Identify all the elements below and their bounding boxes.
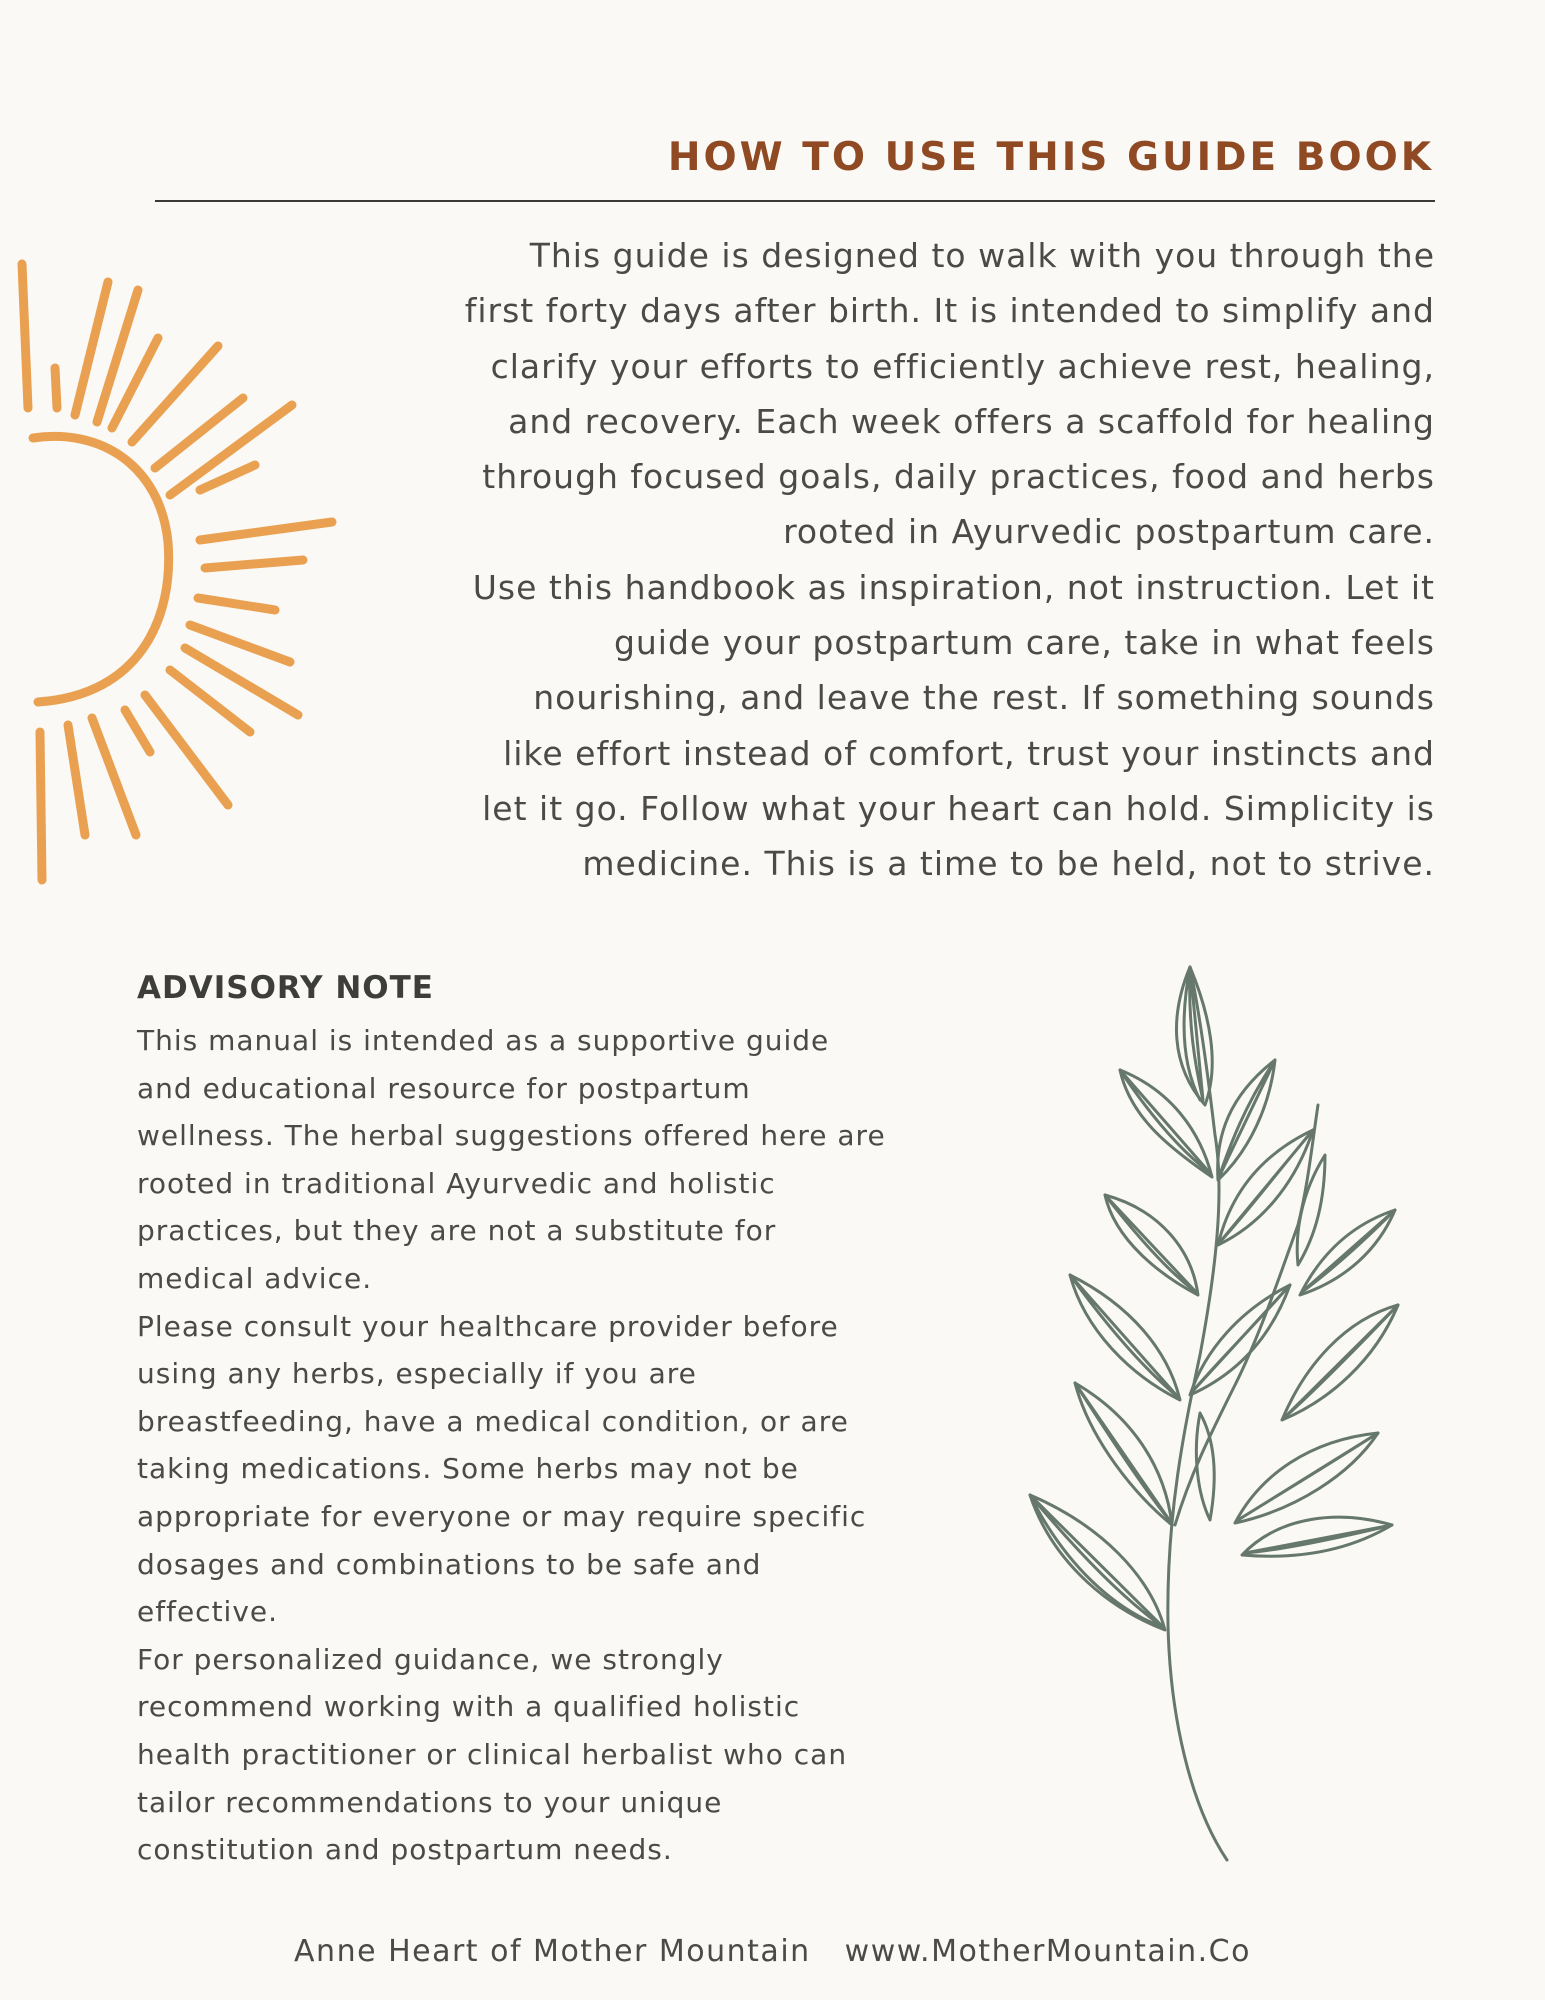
intro-line: medicine. This is a time to be held, not to strive. [582, 844, 1435, 884]
advisory-line: This manual is intended as a supportive guide [137, 1024, 830, 1057]
intro-line: through focused goals, daily practices, food and herbs [482, 457, 1435, 497]
advisory-line: wellness. The herbal suggestions offered here are [137, 1119, 886, 1153]
advisory-line: health practitioner or clinical herbalist who can [137, 1737, 848, 1771]
advisory-line: For personalized guidance, we strongly [137, 1642, 724, 1676]
intro-line: like effort instead of comfort, trust your instincts and [503, 733, 1435, 773]
advisory-line: recommend working with a qualified holistic [137, 1690, 801, 1724]
advisory-line: constitution and postpartum needs. [137, 1833, 673, 1867]
intro-line: let it go. Follow what your heart can hold. Simplicity is [482, 788, 1435, 828]
intro-line: rooted in Ayurvedic postpartum care. [783, 512, 1435, 552]
advisory-line: using any herbs, especially if you are [137, 1357, 697, 1391]
footer [0, 1934, 1545, 1969]
intro-line: nourishing, and leave the rest. If something sounds [533, 678, 1435, 718]
advisory-line: breastfeeding, have a medical condition, or are [137, 1404, 849, 1438]
advisory-line: medical advice. [137, 1261, 373, 1295]
advisory-line: Please consult your healthcare provider before [137, 1309, 839, 1343]
advisory-line: dosages and combinations to be safe and [137, 1547, 762, 1581]
intro-line: clarify your efforts to efficiently achieve rest, healing, [490, 346, 1435, 386]
advisory-line: practices, but they are not a substitute for [137, 1214, 777, 1248]
sun-icon [0, 250, 345, 900]
advisory-line: and educational resource for postpartum [137, 1071, 751, 1105]
intro-line: This guide is designed to walk with you through the [529, 236, 1435, 275]
footer-author: Anne Heart of Mother Mountain [294, 1934, 811, 1969]
intro-text [360, 228, 1435, 892]
leaf-branch-icon [1020, 955, 1420, 1875]
advisory-text [137, 1017, 997, 1874]
advisory-heading: ADVISORY NOTE [137, 970, 434, 1006]
footer-website[interactable]: www.MotherMountain.Co [844, 1934, 1251, 1969]
advisory-line: effective. [137, 1595, 279, 1629]
advisory-line: tailor recommendations to your unique [137, 1785, 723, 1819]
advisory-line: rooted in traditional Ayurvedic and holistic [137, 1166, 776, 1200]
advisory-line: appropriate for everyone or may require specific [137, 1499, 867, 1533]
advisory-line: taking medications. Some herbs may not be [137, 1452, 799, 1486]
intro-line: first forty days after birth. It is intended to simplify and [464, 291, 1435, 331]
title-divider [155, 200, 1435, 202]
intro-line: and recovery. Each week offers a scaffold for healing [508, 401, 1435, 441]
intro-line: Use this handbook as inspiration, not instruction. Let it [472, 567, 1435, 607]
page-title: HOW TO USE THIS GUIDE BOOK [667, 135, 1434, 180]
intro-line: guide your postpartum care, take in what feels [613, 623, 1435, 663]
